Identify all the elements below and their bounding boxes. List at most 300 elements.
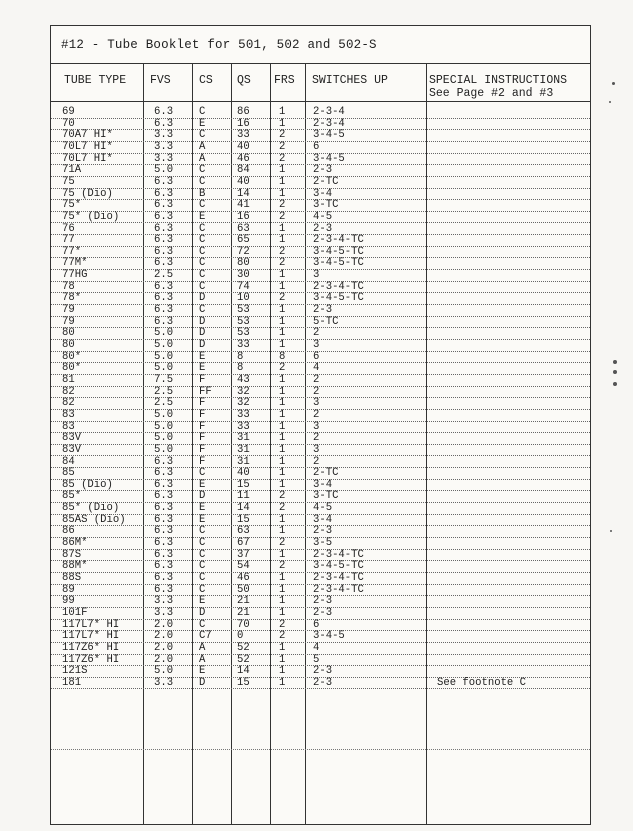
cell-qs: 72 — [237, 245, 250, 258]
cell-frs: 1 — [279, 478, 286, 491]
cell-fvs: 6.3 — [154, 560, 174, 573]
header-fvs: FVS — [150, 74, 171, 87]
cell-switches-up: 3-4-5 — [313, 630, 345, 643]
cell-tube-type: 69 — [62, 106, 75, 118]
header-special-instructions: SPECIAL INSTRUCTIONS — [429, 74, 568, 87]
cell-fvs: 6.3 — [154, 467, 174, 480]
cell-fvs: 6.3 — [154, 502, 174, 515]
cell-frs: 8 — [279, 350, 286, 363]
cell-cs: E — [199, 478, 206, 491]
cell-tube-type: 75 (Dio) — [62, 187, 113, 200]
cell-switches-up: 3 — [313, 397, 320, 410]
cell-tube-type: 76 — [62, 222, 75, 235]
cell-tube-type: 77HG — [62, 269, 88, 282]
cell-tube-type: 82 — [62, 385, 75, 398]
header-cs: CS — [199, 74, 213, 87]
table-row — [51, 340, 590, 352]
cell-switches-up: 2-3-4-TC — [313, 548, 364, 561]
cell-cs: C — [199, 222, 206, 235]
cell-tube-type: 89 — [62, 583, 75, 596]
cell-frs: 1 — [279, 641, 286, 654]
cell-qs: 10 — [237, 292, 250, 305]
cell-switches-up: 6 — [313, 350, 320, 363]
cell-switches-up: 2-3 — [313, 304, 333, 317]
cell-switches-up: 2 — [313, 385, 320, 398]
cell-frs: 1 — [279, 304, 286, 317]
cell-qs: 41 — [237, 199, 250, 212]
cell-frs: 2 — [279, 560, 286, 573]
cell-tube-type: 85* — [62, 490, 82, 503]
cell-switches-up: 3 — [313, 339, 320, 351]
cell-tube-type: 85 (Dio) — [62, 478, 113, 491]
cell-tube-type: 83V — [62, 432, 82, 445]
cell-cs: C — [199, 560, 206, 573]
cell-cs: D — [199, 676, 206, 689]
cell-switches-up: 2-TC — [313, 175, 339, 188]
cell-fvs: 6.3 — [154, 234, 174, 247]
document-page — [50, 25, 591, 825]
cell-switches-up: 5 — [313, 653, 320, 666]
cell-fvs: 6.3 — [154, 455, 174, 468]
scan-speck — [613, 382, 617, 386]
cell-qs: 84 — [237, 164, 250, 177]
cell-cs: A — [199, 140, 206, 153]
cell-cs: D — [199, 292, 206, 305]
cell-fvs: 6.3 — [154, 304, 174, 317]
cell-cs: C — [199, 245, 206, 258]
table-row — [51, 398, 590, 410]
cell-switches-up: 2-3 — [313, 665, 333, 678]
table-end-line — [51, 749, 590, 750]
cell-frs: 1 — [279, 187, 286, 200]
cell-switches-up: 3-4-5-TC — [313, 560, 364, 573]
cell-tube-type: 83 — [62, 420, 75, 433]
scan-speck — [610, 530, 612, 532]
cell-fvs: 5.0 — [154, 408, 174, 421]
cell-switches-up: 6 — [313, 140, 320, 153]
cell-cs: C — [199, 537, 206, 550]
cell-fvs: 2.0 — [154, 641, 174, 654]
cell-fvs: 6.3 — [154, 222, 174, 235]
cell-frs: 2 — [279, 140, 286, 153]
cell-fvs: 6.3 — [154, 513, 174, 526]
cell-cs: F — [199, 408, 206, 421]
cell-tube-type: 83 — [62, 408, 75, 421]
cell-cs: E — [199, 362, 206, 375]
cell-fvs: 5.0 — [154, 164, 174, 177]
cell-tube-type: 88M* — [62, 560, 88, 573]
cell-frs: 1 — [279, 420, 286, 433]
table-row — [51, 328, 590, 340]
table-row — [51, 130, 590, 142]
cell-qs: 33 — [237, 129, 250, 142]
cell-frs: 1 — [279, 339, 286, 351]
cell-frs: 2 — [279, 292, 286, 305]
cell-cs: C — [199, 618, 206, 631]
cell-tube-type: 80 — [62, 339, 75, 351]
cell-fvs: 5.0 — [154, 420, 174, 433]
cell-qs: 70 — [237, 618, 250, 631]
cell-frs: 1 — [279, 606, 286, 619]
cell-qs: 33 — [237, 339, 250, 351]
cell-qs: 86 — [237, 106, 250, 118]
cell-tube-type: 79 — [62, 304, 75, 317]
cell-fvs: 3.3 — [154, 676, 174, 689]
table-row — [51, 258, 590, 270]
cell-cs: FF — [199, 385, 212, 398]
cell-switches-up: 2-3 — [313, 595, 333, 608]
document-title: #12 - Tube Booklet for 501, 502 and 502-S — [61, 38, 377, 52]
cell-fvs: 6.3 — [154, 187, 174, 200]
cell-cs: C — [199, 280, 206, 293]
cell-fvs: 6.3 — [154, 525, 174, 538]
table-row — [51, 608, 590, 620]
cell-fvs: 6.3 — [154, 583, 174, 596]
cell-switches-up: 2-3 — [313, 606, 333, 619]
cell-fvs: 3.3 — [154, 140, 174, 153]
cell-fvs: 7.5 — [154, 373, 174, 386]
cell-tube-type: 84 — [62, 455, 75, 468]
cell-tube-type: 81 — [62, 373, 75, 386]
cell-qs: 52 — [237, 641, 250, 654]
cell-fvs: 6.3 — [154, 199, 174, 212]
cell-cs: C — [199, 164, 206, 177]
header-frs: FRS — [274, 74, 295, 87]
cell-cs: A — [199, 152, 206, 165]
cell-tube-type: 75* (Dio) — [62, 210, 120, 223]
cell-qs: 8 — [237, 362, 244, 375]
cell-tube-type: 85AS (Dio) — [62, 513, 126, 526]
cell-frs: 2 — [279, 618, 286, 631]
cell-tube-type: 85* (Dio) — [62, 502, 120, 515]
cell-qs: 31 — [237, 432, 250, 445]
header-qs: QS — [237, 74, 251, 87]
cell-qs: 40 — [237, 467, 250, 480]
cell-frs: 1 — [279, 373, 286, 386]
table-row — [51, 375, 590, 387]
cell-qs: 37 — [237, 548, 250, 561]
cell-cs: E — [199, 513, 206, 526]
cell-tube-type: 77M* — [62, 257, 88, 270]
cell-switches-up: 2 — [313, 432, 320, 445]
table-row — [51, 631, 590, 643]
cell-frs: 1 — [279, 164, 286, 177]
cell-switches-up: 2 — [313, 455, 320, 468]
cell-fvs: 3.3 — [154, 152, 174, 165]
cell-cs: D — [199, 490, 206, 503]
cell-frs: 1 — [279, 525, 286, 538]
cell-tube-type: 121S — [62, 665, 88, 678]
cell-switches-up: 2-3 — [313, 525, 333, 538]
cell-tube-type: 101F — [62, 606, 88, 619]
cell-switches-up: 3-4-5-TC — [313, 292, 364, 305]
cell-qs: 31 — [237, 455, 250, 468]
cell-tube-type: 78 — [62, 280, 75, 293]
cell-fvs: 5.0 — [154, 339, 174, 351]
cell-cs: F — [199, 455, 206, 468]
cell-cs: C — [199, 467, 206, 480]
cell-frs: 2 — [279, 537, 286, 550]
table-row — [51, 363, 590, 375]
cell-fvs: 6.3 — [154, 572, 174, 584]
cell-switches-up: 3 — [313, 420, 320, 433]
table-row — [51, 678, 590, 690]
cell-fvs: 6.3 — [154, 478, 174, 491]
cell-fvs: 6.3 — [154, 117, 174, 130]
cell-switches-up: 4 — [313, 362, 320, 375]
cell-qs: 33 — [237, 408, 250, 421]
cell-fvs: 2.5 — [154, 269, 174, 282]
cell-qs: 43 — [237, 373, 250, 386]
cell-tube-type: 71A — [62, 164, 82, 177]
cell-frs: 1 — [279, 269, 286, 282]
cell-switches-up: 3-4-5 — [313, 152, 345, 165]
cell-frs: 2 — [279, 152, 286, 165]
cell-switches-up: 3-4 — [313, 513, 333, 526]
cell-qs: 40 — [237, 140, 250, 153]
cell-frs: 1 — [279, 234, 286, 247]
cell-frs: 1 — [279, 583, 286, 596]
cell-cs: E — [199, 210, 206, 223]
cell-qs: 15 — [237, 478, 250, 491]
cell-qs: 32 — [237, 385, 250, 398]
cell-switches-up: 2-3 — [313, 222, 333, 235]
cell-switches-up: 2-3-4-TC — [313, 583, 364, 596]
cell-cs: C7 — [199, 630, 212, 643]
header-divider — [51, 101, 590, 102]
table-row — [51, 433, 590, 445]
cell-cs: F — [199, 397, 206, 410]
cell-frs: 1 — [279, 385, 286, 398]
cell-switches-up: 2-3-4-TC — [313, 234, 364, 247]
cell-switches-up: 3-5 — [313, 537, 333, 550]
cell-tube-type: 117Z6* HI — [62, 653, 120, 666]
table-row — [51, 387, 590, 399]
cell-cs: E — [199, 502, 206, 515]
cell-frs: 1 — [279, 513, 286, 526]
cell-frs: 1 — [279, 443, 286, 456]
cell-tube-type: 87S — [62, 548, 82, 561]
cell-cs: D — [199, 327, 206, 340]
cell-cs: F — [199, 432, 206, 445]
table-row — [51, 317, 590, 329]
cell-tube-type: 86M* — [62, 537, 88, 550]
cell-tube-type: 86 — [62, 525, 75, 538]
cell-qs: 14 — [237, 502, 250, 515]
cell-switches-up: 2-3-4-TC — [313, 280, 364, 293]
cell-tube-type: 82 — [62, 397, 75, 410]
cell-switches-up: 4-5 — [313, 502, 333, 515]
cell-special-instructions: See footnote C — [437, 676, 527, 689]
cell-qs: 16 — [237, 117, 250, 130]
cell-qs: 15 — [237, 513, 250, 526]
cell-fvs: 2.0 — [154, 618, 174, 631]
cell-cs: C — [199, 175, 206, 188]
cell-switches-up: 2-3 — [313, 164, 333, 177]
cell-qs: 21 — [237, 595, 250, 608]
cell-cs: D — [199, 339, 206, 351]
cell-fvs: 3.3 — [154, 606, 174, 619]
cell-qs: 46 — [237, 152, 250, 165]
cell-frs: 2 — [279, 245, 286, 258]
cell-fvs: 6.3 — [154, 490, 174, 503]
cell-cs: D — [199, 315, 206, 328]
cell-tube-type: 75 — [62, 175, 75, 188]
cell-fvs: 2.5 — [154, 397, 174, 410]
cell-qs: 21 — [237, 606, 250, 619]
cell-cs: E — [199, 350, 206, 363]
cell-frs: 2 — [279, 199, 286, 212]
cell-tube-type: 99 — [62, 595, 75, 608]
cell-cs: C — [199, 548, 206, 561]
cell-frs: 1 — [279, 327, 286, 340]
cell-fvs: 6.3 — [154, 210, 174, 223]
cell-frs: 1 — [279, 175, 286, 188]
cell-qs: 15 — [237, 676, 250, 689]
cell-fvs: 5.0 — [154, 665, 174, 678]
cell-switches-up: 2 — [313, 408, 320, 421]
cell-switches-up: 3-TC — [313, 199, 339, 212]
cell-qs: 53 — [237, 315, 250, 328]
cell-qs: 33 — [237, 420, 250, 433]
cell-frs: 2 — [279, 362, 286, 375]
cell-fvs: 5.0 — [154, 443, 174, 456]
cell-cs: C — [199, 525, 206, 538]
cell-cs: C — [199, 269, 206, 282]
cell-switches-up: 5-TC — [313, 315, 339, 328]
cell-switches-up: 3-4-5-TC — [313, 245, 364, 258]
cell-switches-up: 3-4 — [313, 187, 333, 200]
cell-fvs: 5.0 — [154, 350, 174, 363]
cell-qs: 50 — [237, 583, 250, 596]
cell-qs: 11 — [237, 490, 250, 503]
cell-qs: 14 — [237, 665, 250, 678]
cell-fvs: 6.3 — [154, 106, 174, 118]
cell-switches-up: 6 — [313, 618, 320, 631]
cell-tube-type: 117Z6* HI — [62, 641, 120, 654]
cell-frs: 1 — [279, 106, 286, 118]
table-row — [51, 352, 590, 364]
cell-cs: C — [199, 257, 206, 270]
cell-fvs: 6.3 — [154, 292, 174, 305]
cell-tube-type: 85 — [62, 467, 75, 480]
cell-switches-up: 4 — [313, 641, 320, 654]
cell-fvs: 6.3 — [154, 548, 174, 561]
cell-fvs: 6.3 — [154, 245, 174, 258]
cell-frs: 1 — [279, 222, 286, 235]
cell-qs: 52 — [237, 653, 250, 666]
cell-frs: 1 — [279, 653, 286, 666]
scan-speck — [612, 82, 615, 85]
cell-frs: 2 — [279, 630, 286, 643]
cell-tube-type: 117L7* HI — [62, 630, 120, 643]
cell-qs: 32 — [237, 397, 250, 410]
table-row — [51, 445, 590, 457]
cell-tube-type: 77* — [62, 245, 82, 258]
cell-switches-up: 3-4 — [313, 478, 333, 491]
cell-cs: C — [199, 199, 206, 212]
cell-switches-up: 3 — [313, 269, 320, 282]
cell-frs: 1 — [279, 676, 286, 689]
cell-cs: E — [199, 665, 206, 678]
cell-switches-up: 4-5 — [313, 210, 333, 223]
cell-cs: A — [199, 653, 206, 666]
cell-frs: 2 — [279, 210, 286, 223]
cell-cs: E — [199, 595, 206, 608]
cell-tube-type: 117L7* HI — [62, 618, 120, 631]
cell-qs: 14 — [237, 187, 250, 200]
cell-switches-up: 2-3-4 — [313, 117, 345, 130]
cell-fvs: 5.0 — [154, 362, 174, 375]
cell-cs: A — [199, 641, 206, 654]
cell-qs: 63 — [237, 525, 250, 538]
cell-qs: 46 — [237, 572, 250, 584]
cell-fvs: 6.3 — [154, 257, 174, 270]
header-tube-type: TUBE TYPE — [64, 74, 127, 87]
cell-cs: C — [199, 106, 206, 118]
cell-tube-type: 78* — [62, 292, 82, 305]
cell-tube-type: 88S — [62, 572, 82, 584]
cell-fvs: 2.5 — [154, 385, 174, 398]
cell-frs: 2 — [279, 502, 286, 515]
cell-qs: 65 — [237, 234, 250, 247]
cell-qs: 53 — [237, 327, 250, 340]
cell-cs: C — [199, 304, 206, 317]
cell-qs: 54 — [237, 560, 250, 573]
table-row — [51, 410, 590, 422]
cell-switches-up: 3-4-5 — [313, 129, 345, 142]
cell-switches-up: 2 — [313, 327, 320, 340]
cell-fvs: 3.3 — [154, 129, 174, 142]
cell-tube-type: 70L7 HI* — [62, 140, 113, 153]
cell-cs: B — [199, 187, 206, 200]
cell-cs: F — [199, 443, 206, 456]
cell-cs: F — [199, 373, 206, 386]
cell-frs: 1 — [279, 665, 286, 678]
cell-tube-type: 79 — [62, 315, 75, 328]
cell-switches-up: 2-TC — [313, 467, 339, 480]
table-row — [51, 422, 590, 434]
table-row — [51, 643, 590, 655]
header-special-see-page: See Page #2 and #3 — [429, 87, 554, 100]
cell-cs: C — [199, 234, 206, 247]
cell-qs: 74 — [237, 280, 250, 293]
cell-fvs: 6.3 — [154, 315, 174, 328]
cell-fvs: 3.3 — [154, 595, 174, 608]
cell-fvs: 2.0 — [154, 630, 174, 643]
cell-fvs: 6.3 — [154, 175, 174, 188]
cell-fvs: 5.0 — [154, 327, 174, 340]
title-divider — [51, 63, 590, 64]
cell-frs: 1 — [279, 397, 286, 410]
cell-frs: 2 — [279, 490, 286, 503]
cell-tube-type: 77 — [62, 234, 75, 247]
scan-speck — [613, 370, 617, 374]
cell-qs: 53 — [237, 304, 250, 317]
cell-fvs: 2.0 — [154, 653, 174, 666]
cell-switches-up: 2-3-4-TC — [313, 572, 364, 584]
cell-tube-type: 80 — [62, 327, 75, 340]
cell-qs: 0 — [237, 630, 244, 643]
cell-cs: E — [199, 117, 206, 130]
cell-frs: 1 — [279, 408, 286, 421]
cell-qs: 16 — [237, 210, 250, 223]
cell-frs: 1 — [279, 432, 286, 445]
scan-speck — [613, 360, 617, 364]
cell-qs: 8 — [237, 350, 244, 363]
cell-frs: 1 — [279, 455, 286, 468]
cell-frs: 1 — [279, 595, 286, 608]
